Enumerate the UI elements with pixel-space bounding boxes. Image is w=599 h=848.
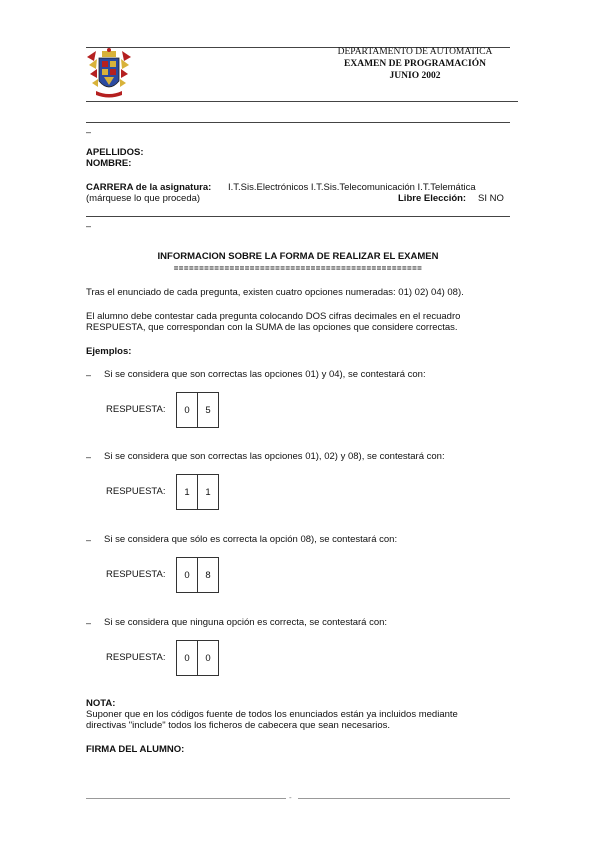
instructions-line-1: El alumno debe contestar cada pregunta colocando DOS cifras decimales en el recuadro bbox=[86, 311, 461, 322]
intro-paragraph: Tras el enunciado de cada pregunta, existen cuatro opciones numeradas: 01) 02) 04) 08). bbox=[86, 287, 464, 298]
carrera-label: CARRERA de la asignatura: bbox=[86, 182, 212, 193]
example-dash: – bbox=[86, 452, 92, 462]
libre-eleccion-options: SI NO bbox=[478, 193, 504, 204]
exam-title: EXAMEN DE PROGRAMACIÓN bbox=[344, 59, 486, 69]
instructions-line-2: RESPUESTA, que correspondan con la SUMA de las opciones que considere correctas. bbox=[86, 322, 458, 333]
separator-dash-1: – bbox=[86, 127, 92, 137]
university-crest-logo bbox=[84, 47, 134, 99]
marquese-note: (márquese lo que proceda) bbox=[86, 193, 201, 204]
libre-eleccion-label: Libre Elección: bbox=[398, 193, 467, 204]
footer-rule-left bbox=[86, 798, 286, 799]
apellidos-label: APELLIDOS: bbox=[86, 147, 144, 158]
answer-digit-box: 1 bbox=[176, 474, 198, 510]
answer-digit-box: 5 bbox=[197, 392, 219, 428]
example-text: Si se considera que son correctas las opciones 01) y 04), se contestará con: bbox=[104, 369, 426, 380]
answer-digit-box: 1 bbox=[197, 474, 219, 510]
nota-line-1: Suponer que en los códigos fuente de todos los enunciados están ya incluidos mediante bbox=[86, 709, 458, 720]
separator-rule-1 bbox=[86, 122, 510, 123]
info-title: INFORMACION SOBRE LA FORMA DE REALIZAR EL EXAMEN bbox=[157, 251, 439, 262]
nota-label: NOTA: bbox=[86, 698, 116, 709]
example-text: Si se considera que son correctas las opciones 01), 02) y 08), se contestará con: bbox=[104, 451, 445, 462]
example-dash: – bbox=[86, 618, 92, 628]
exam-date: JUNIO 2002 bbox=[389, 71, 441, 81]
example-text: Si se considera que sólo es correcta la opción 08), se contestará con: bbox=[104, 534, 398, 545]
respuesta-label: RESPUESTA: bbox=[106, 404, 166, 415]
firma-label: FIRMA DEL ALUMNO: bbox=[86, 744, 185, 755]
answer-digit-box: 8 bbox=[197, 557, 219, 593]
example-text: Si se considera que ninguna opción es correcta, se contestará con: bbox=[104, 617, 388, 628]
answer-digit-box: 0 bbox=[176, 640, 198, 676]
respuesta-label: RESPUESTA: bbox=[106, 486, 166, 497]
example-dash: – bbox=[86, 370, 92, 380]
separator-rule-2 bbox=[86, 216, 510, 217]
ejemplos-heading: Ejemplos: bbox=[86, 346, 132, 357]
answer-digit-box: 0 bbox=[176, 557, 198, 593]
info-title-underline: ================================================= bbox=[173, 264, 423, 273]
answer-digit-box: 0 bbox=[197, 640, 219, 676]
respuesta-label: RESPUESTA: bbox=[106, 652, 166, 663]
footer-mark: - bbox=[289, 793, 292, 802]
separator-dash-2: – bbox=[86, 221, 92, 231]
answer-digit-box: 0 bbox=[176, 392, 198, 428]
nota-line-2: directivas "include" todos los ficheros de cabecera que sean necesarios. bbox=[86, 720, 391, 731]
nombre-label: NOMBRE: bbox=[86, 158, 132, 169]
header-bottom-rule bbox=[86, 101, 518, 102]
footer-rule-right bbox=[298, 798, 510, 799]
example-dash: – bbox=[86, 535, 92, 545]
carrera-options: I.T.Sis.Electrónicos I.T.Sis.Telecomunicación I.T.Telemática bbox=[228, 182, 476, 193]
respuesta-label: RESPUESTA: bbox=[106, 569, 166, 580]
department-name: DEPARTAMENTO DE AUTOMATICA bbox=[337, 47, 493, 57]
